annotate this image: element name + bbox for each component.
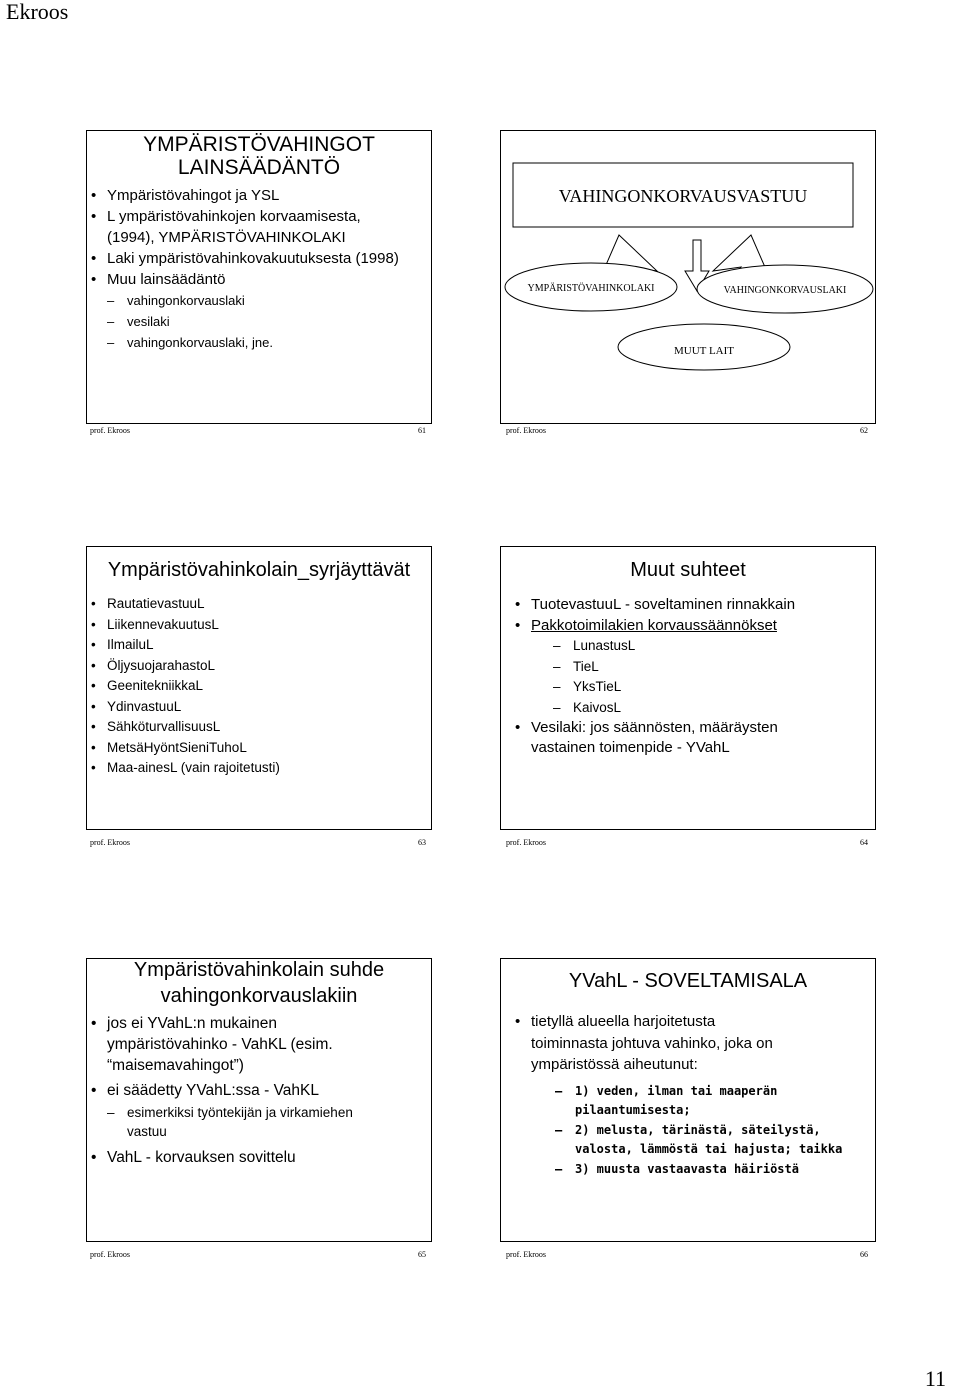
diagram-left-label: YMPÄRISTÖVAHINKOLAKI: [527, 283, 655, 294]
footer-slide-number: 65: [418, 1250, 426, 1259]
bullet-list: [87, 594, 431, 779]
liability-diagram: [501, 131, 875, 423]
list-item: – YksTieL: [553, 677, 875, 698]
slide-title: YMPÄRISTÖVAHINGOT LAINSÄÄDÄNTÖ: [143, 133, 375, 179]
list-item: • SähköturvallisuusL: [87, 717, 431, 738]
list-item: – 3) muusta vastaavasta häiriöstä: [555, 1160, 875, 1180]
list-item: • ei säädetty YVahL:ssa - VahKL: [87, 1080, 431, 1101]
bullet-list: [511, 1011, 875, 1076]
list-item: • RautatievastuuL: [87, 594, 431, 615]
footer-author: prof. Ekroos: [506, 1250, 546, 1259]
slide-66: [500, 958, 876, 1242]
list-item: • YdinvastuuL: [87, 697, 431, 718]
bullet-list: [511, 594, 875, 636]
list-item: – 2) melusta, tärinästä, säteilystä, valosta, lämmöstä tai hajusta; taikka: [555, 1121, 875, 1160]
slide-62: [500, 130, 876, 424]
page-number: 11: [924, 1366, 946, 1391]
list-item: • GeenitekniikkaL: [87, 676, 431, 697]
list-item: • Ympäristövahingot ja YSL: [87, 185, 431, 206]
diagram-bottom-label: MUUT LAIT: [674, 345, 734, 357]
footer-slide-number: 66: [860, 1250, 868, 1259]
list-item: • L ympäristövahinkojen korvaamisesta, (1994), YMPÄRISTÖVAHINKOLAKI: [87, 206, 431, 248]
list-item: – LunastusL: [553, 636, 875, 657]
list-item: – TieL: [553, 657, 875, 678]
footer-author: prof. Ekroos: [90, 1250, 130, 1259]
list-item: • MetsäHyöntSieniTuhoL: [87, 738, 431, 759]
slide-61: [86, 130, 432, 424]
list-item: • jos ei YVahL:n mukainen ympäristövahinko - VahKL (esim. “maisemavahingot”): [87, 1013, 431, 1076]
slide-title: Muut suhteet: [630, 559, 746, 581]
list-item: • IlmailuL: [87, 635, 431, 656]
list-item: • Vesilaki: jos säännösten, määräysten vastainen toimenpide - YVahL: [511, 718, 875, 758]
list-item: • TuotevastuuL - soveltaminen rinnakkain: [511, 594, 875, 615]
slide-title: Ympäristövahinkolain_syrjäyttävät: [107, 559, 411, 581]
list-item: • tietyllä alueella harjoitetusta toiminnasta johtuva vahinko, joka on ympäristössä aiheutunut:: [511, 1011, 875, 1076]
slide-64: [500, 546, 876, 830]
footer-author: prof. Ekroos: [90, 426, 130, 435]
diagram-header-label: VAHINGONKORVAUSVASTUU: [558, 186, 808, 206]
list-item: • Pakkotoimilakien korvaussäännökset: [511, 615, 875, 636]
sub-list: [107, 290, 431, 353]
bullet-list: [87, 1147, 431, 1168]
footer-author: prof. Ekroos: [506, 838, 546, 847]
slide-65: [86, 958, 432, 1242]
list-item: – esimerkiksi työntekijän ja virkamiehen vastuu: [107, 1103, 431, 1141]
list-item: – vesilaki: [107, 311, 431, 332]
bullet-list: [87, 1013, 431, 1076]
list-item: – KaivosL: [553, 698, 875, 719]
list-item: – vahingonkorvauslaki: [107, 290, 431, 311]
footer-slide-number: 61: [418, 426, 426, 435]
footer-slide-number: 64: [860, 838, 868, 847]
diagram-right-label: VAHINGONKORVAUSLAKI: [723, 285, 847, 296]
list-item: – 1) veden, ilman tai maaperän pilaantumisesta;: [555, 1082, 875, 1121]
list-item: • Muu lainsäädäntö: [87, 269, 431, 290]
document-title: Ekroos: [6, 0, 69, 24]
sub-list: [555, 1082, 875, 1180]
footer-author: prof. Ekroos: [506, 426, 546, 435]
list-item: • LiikennevakuutusL: [87, 615, 431, 636]
bullet-list: [511, 718, 875, 758]
footer-slide-number: 62: [860, 426, 868, 435]
slide-63: [86, 546, 432, 830]
list-item: • VahL - korvauksen sovittelu: [87, 1147, 431, 1168]
list-item: • Laki ympäristövahinkovakuutuksesta (1998): [87, 248, 431, 269]
footer-slide-number: 63: [418, 838, 426, 847]
list-item: • Maa-ainesL (vain rajoitetusti): [87, 758, 431, 779]
sub-list: [107, 1103, 431, 1141]
sub-list: [553, 636, 875, 718]
list-item: – vahingonkorvauslaki, jne.: [107, 332, 431, 353]
list-item: • ÖljysuojarahastoL: [87, 656, 431, 677]
slide-title: Ympäristövahinkolain suhde vahingonkorvauslakiin: [133, 959, 385, 1007]
footer-author: prof. Ekroos: [90, 838, 130, 847]
bullet-list: [87, 1080, 431, 1101]
bullet-list: [87, 185, 431, 290]
slide-title: YVahL - SOVELTAMISALA: [568, 970, 808, 992]
